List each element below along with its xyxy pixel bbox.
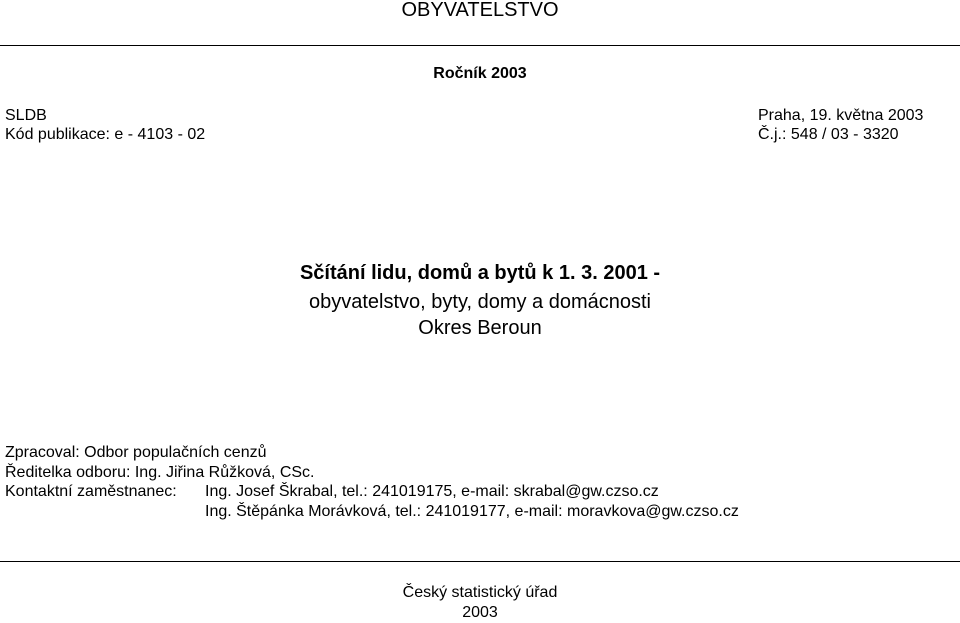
main-title-line-2: obyvatelstvo, byty, domy a domácnosti xyxy=(308,291,651,313)
document-header-title: OBYVATELSTVO xyxy=(401,0,559,21)
header-divider xyxy=(0,45,960,46)
prepared-by: Zpracoval: Odbor populačních cenzů xyxy=(5,444,267,461)
publisher-name: Český statistický úřad xyxy=(402,584,558,601)
contact-label: Kontaktní zaměstnanec: xyxy=(5,483,177,500)
publication-year: 2003 xyxy=(462,604,498,621)
main-title-line-1: Sčítání lidu, domů a bytů k 1. 3. 2001 - xyxy=(299,262,661,284)
reference-number: Č.j.: 548 / 03 - 3320 xyxy=(758,126,899,143)
place-date: Praha, 19. května 2003 xyxy=(758,107,924,124)
main-title-district: Okres Beroun xyxy=(418,317,542,339)
director: Ředitelka odboru: Ing. Jiřina Růžková, CSc. xyxy=(5,464,315,481)
series-label: SLDB xyxy=(5,107,47,124)
contact-person-1: Ing. Josef Škrabal, tel.: 241019175, e-mail: skrabal@gw.czso.cz xyxy=(205,483,659,500)
volume-label: Ročník 2003 xyxy=(433,65,527,82)
footer-divider xyxy=(0,561,960,562)
contact-person-2: Ing. Štěpánka Morávková, tel.: 241019177, e-mail: moravkova@gw.czso.cz xyxy=(205,503,739,520)
publication-code: Kód publikace: e - 4103 - 02 xyxy=(5,126,206,143)
